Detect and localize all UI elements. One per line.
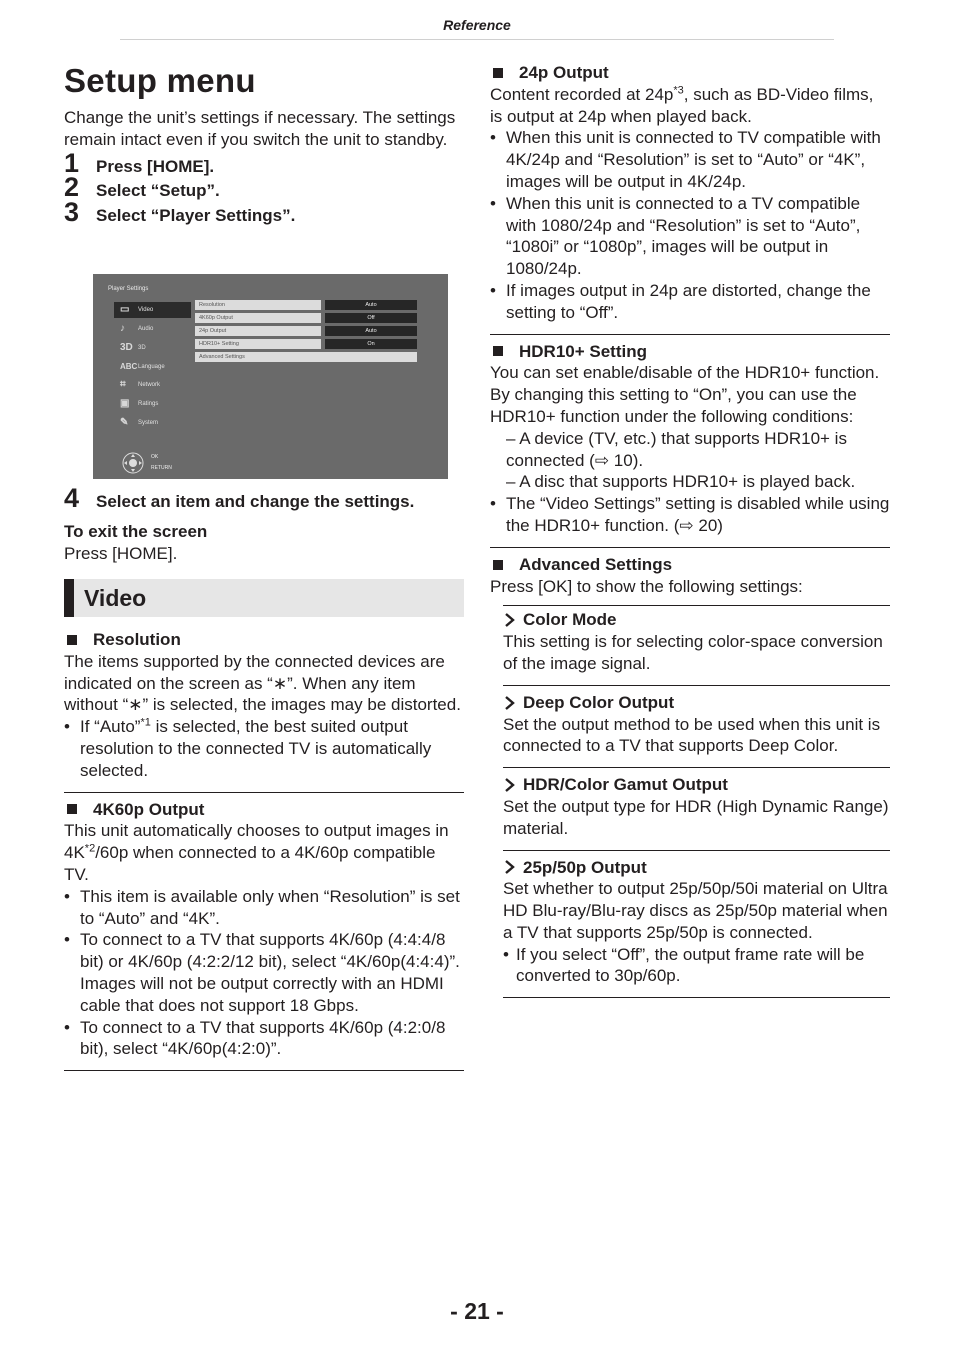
menu-item-system[interactable]: ✎ System xyxy=(120,417,159,428)
music-note-icon: ♪ xyxy=(120,323,125,334)
square-bullet-icon xyxy=(493,560,503,570)
video-section-title: Video xyxy=(84,585,147,611)
page-number: - 21 - xyxy=(450,1298,504,1324)
hdr10-heading: HDR10+ Setting xyxy=(490,341,890,363)
section-rule xyxy=(490,334,890,335)
video-section-band xyxy=(64,579,464,617)
square-bullet-icon xyxy=(493,346,503,356)
section-rule xyxy=(64,1070,464,1071)
step-2: 2 Select “Setup”. xyxy=(64,172,220,203)
chevron-right-icon xyxy=(503,613,517,627)
lock-icon: ▣ xyxy=(120,398,130,409)
menu-item-ratings[interactable]: ▣ Ratings xyxy=(120,398,159,409)
24p-bullet-3: • If images output in 24p are distorted, change the setting to “Off”. xyxy=(490,280,890,324)
bullet-dot xyxy=(490,193,506,280)
bullet-dot xyxy=(503,944,516,988)
setting-value: Off xyxy=(325,313,417,323)
chevron-right-icon xyxy=(503,696,517,710)
step-3: 3 Select “Player Settings”. xyxy=(64,197,296,228)
menu-item-network[interactable]: ⌗ Network xyxy=(120,379,161,390)
menu-item-video[interactable]: ▭ Video xyxy=(114,302,191,318)
subitem-deep-color: Deep Color Output Set the output method to be used when this unit is connected to a TV that supports Deep Color. xyxy=(503,692,881,756)
section-rule xyxy=(64,792,464,793)
running-header: Reference xyxy=(443,17,511,33)
dpad-icon xyxy=(122,452,144,474)
left-column-video: Resolution The items supported by the connected devices are indicated on the screen as “∗”. When any item without “∗” is selected, the images may be distorted. • If “Auto”$^{*1}$ is selected, the best suited output resolution to the connected TV is automatically selected. 4K60p Output This unit automatically chooses to output images in $4K^{*2}/60p$ when connected to a 4K/60p compatible TV. • This item is available only when “Resolution” is set to “Auto” and “4K”. • To connect to a TV that supports 4K/60p (4:4:4/8 bit) or 4K/60p (4:2:2/12 bit), select “4K/60p(4:4:4)”. Images will not be output correctly with an HDMI cable that does not support 18 Gbps. • To connect to a TV that supports 4K/60p (4:2:0/8 bit), select “4K/60p(4:2:0)”. xyxy=(64,629,464,1071)
24p-bullet-1: • When this unit is connected to TV compatible with 4K/24p and “Resolution” is set to “Auto” or “4K”, images will be output in 4K/24p. xyxy=(490,127,890,192)
exit-text: Press [HOME]. xyxy=(64,543,178,563)
abc-icon: ABC xyxy=(120,362,138,371)
menu-item-audio[interactable]: ♪ Audio xyxy=(120,323,154,334)
24p-bullet-2: • When this unit is connected to a TV compatible with 1080/24p and “Resolution” is set to “Auto”, “1080i” or “1080p”, images will be output in 1080/24p. xyxy=(490,193,890,280)
hdr10-bullet: • The “Video Settings” setting is disabled while using the HDR10+ function. (⇨ 20) xyxy=(490,493,890,537)
right-column: 24p Output Content recorded at $24p^{*3}$, such as BD-Video films, is output at 24p when played back. • When this unit is connected to TV compatible with 4K/24p and “Resolution” is set to “Auto” or “4K”, images will be output in 4K/24p. • When this unit is connected to a TV compatible with 1080/24p and “Resolution” is set to “Auto”, “1080i” or “1080p”, images will be output in 1080/24p. • If images output in 24p are distorted, change the setting to “Off”. HDR10+ Setting You can set enable/disable of the HDR10+ function. By changing this setting to “On”, you can use the HDR10+ function under the following conditions: – A device (TV, etc.) that supports HDR10+ is connected (⇨ 10). – A disc that supports HDR10+ is played back. • The “Video Settings” setting is disabled while using the HDR10+ function. (⇨ 20) Advanced Settings Press [OK] to show the following settings: Color Mode This setting is for selecting color-space conversion of the image signal. Deep Color Output Set the output method to be used when this unit is connected to a TV that supports Deep Color. HDR/Color Gamut Output Set the output type for HDR (High Dynamic Range) material. 25p/50p Output Set whether to output 25p/50p/50i material on Ultra HD Blu-ray/Blu-ray discs as 25p/50p material when a TV that supports 25p/50p is connected. • If you select “Off”, the output frame rate will be converted to 30p/60p. xyxy=(490,62,890,998)
chevron-right-icon xyxy=(503,860,517,874)
24p-heading: 24p Output xyxy=(490,62,890,84)
4k60p-note: Images will not be output correctly with an HDMI cable that does not support 18 Gbps. xyxy=(80,973,444,1015)
setting-value: Auto xyxy=(325,326,417,336)
video-icon: ▭ xyxy=(120,304,130,315)
player-settings-screen: Player Settings ▭ Video ♪ Audio 3D 3D ABC Language ⌗ Network ▣ Ratings ✎ System Resolution Auto 4K60p Output Off 24p Output Auto HDR10+ Setting On Advanced Settings OK RETURN xyxy=(93,274,448,479)
25p-bullet: • If you select “Off”, the output frame rate will be converted to 30p/60p. xyxy=(503,944,890,988)
section-rule xyxy=(490,547,890,548)
left-column-top xyxy=(64,61,464,227)
bullet-dot xyxy=(64,716,80,781)
subitem-rule xyxy=(503,997,890,998)
menu-item-3d[interactable]: 3D 3D xyxy=(120,342,146,353)
page-title: Setup menu xyxy=(64,62,256,99)
bullet-dot xyxy=(64,1017,80,1061)
bullet-dot xyxy=(64,929,80,1016)
exit-heading: To exit the screen xyxy=(64,521,208,541)
4k60p-bullet-1: • This item is available only when “Resolution” is set to “Auto” and “4K”. xyxy=(64,886,464,930)
4k60p-heading: 4K60p Output xyxy=(64,799,464,821)
step-4: 4 Select an item and change the settings. xyxy=(64,483,415,513)
advanced-subitems xyxy=(503,605,890,998)
wrench-icon: ✎ xyxy=(120,417,129,428)
bullet-dot xyxy=(490,493,506,537)
band-bar xyxy=(64,579,74,617)
square-bullet-icon xyxy=(493,68,503,78)
return-hint: RETURN xyxy=(151,465,172,471)
step-1: 1 Press [HOME]. xyxy=(64,147,215,178)
chevron-right-icon xyxy=(503,778,517,792)
menu-item-language[interactable]: ABC Language xyxy=(120,362,165,371)
screen-title: Player Settings xyxy=(108,286,149,292)
subitem-25p-50p: 25p/50p Output Set whether to output 25p/50p/50i material on Ultra HD Blu-ray/Blu-ray discs as 25p/50p material when a TV that supports 25p/50p is connected. • If you select “Off”, the output frame rate will be converted to 30p/60p. xyxy=(503,851,890,988)
bullet-dot xyxy=(64,886,80,930)
4k60p-bullet-3: • To connect to a TV that supports 4K/60p (4:2:0/8 bit), select “4K/60p(4:2:0)”. xyxy=(64,1017,464,1061)
bullet-dot xyxy=(490,280,506,324)
3d-icon: 3D xyxy=(120,342,133,353)
network-icon: ⌗ xyxy=(120,379,126,390)
advanced-heading: Advanced Settings xyxy=(490,554,890,576)
hdr10-dash-2: – A disc that supports HDR10+ is played back. xyxy=(506,472,856,492)
setting-value: Auto xyxy=(325,300,417,310)
resolution-text: The items supported by the connected devices are indicated on the screen as “∗”. When any item without “∗” is selected, the images may be distorted. xyxy=(64,651,461,715)
hdr10-dash-1: – A device (TV, etc.) that supports HDR10+ is connected (⇨ 10). xyxy=(506,428,847,470)
bullet-dot xyxy=(490,127,506,192)
resolution-heading: Resolution xyxy=(64,629,464,651)
square-bullet-icon xyxy=(67,804,77,814)
intro-text: Change the unit’s settings if necessary. The settings remain intact even if you switch the unit to standby. xyxy=(64,108,456,149)
4k60p-bullet-2: • To connect to a TV that supports 4K/60p (4:4:4/8 bit) or 4K/60p (4:2:2/12 bit), select “4K/60p(4:4:4)”. Images will not be output correctly with an HDMI cable that does not support 18 Gbps. xyxy=(64,929,464,1016)
header-rule xyxy=(120,39,834,40)
setting-value: On xyxy=(325,339,417,349)
ok-hint: OK xyxy=(151,454,159,460)
left-column-mid xyxy=(64,483,464,564)
subitem-color-mode: Color Mode This setting is for selecting color-space conversion of the image signal. xyxy=(503,610,883,673)
subitem-hdr-gamut: HDR/Color Gamut Output Set the output type for HDR (High Dynamic Range) material. xyxy=(503,775,889,838)
resolution-bullet: • If “Auto”$^{*1}$ is selected, the best suited output resolution to the connected TV is automatically selected. xyxy=(64,716,464,781)
square-bullet-icon xyxy=(67,635,77,645)
